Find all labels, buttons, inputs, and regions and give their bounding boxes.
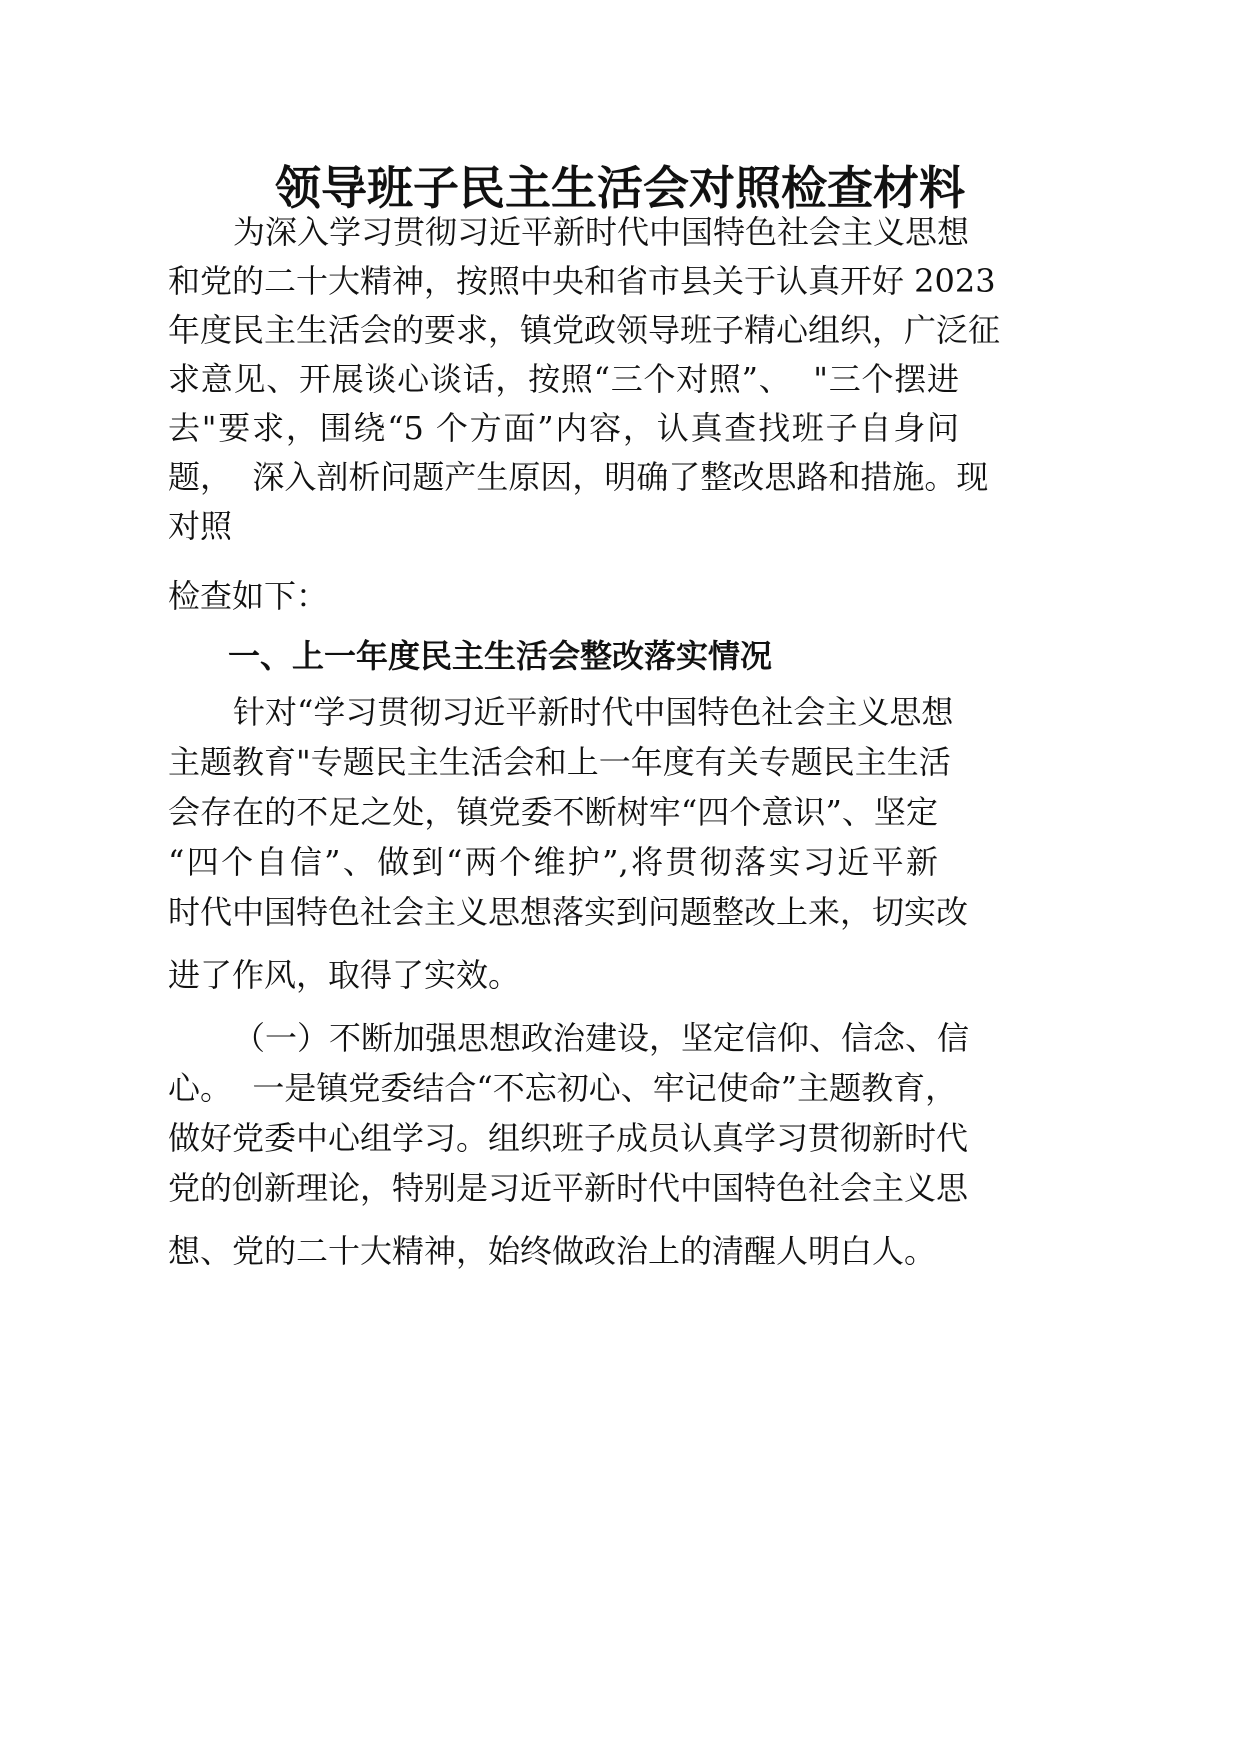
section1-line-6: 进了作风，取得了实效。: [168, 956, 521, 994]
document-title: 领导班子民主生活会对照检查材料: [275, 161, 965, 215]
subsection1-line-2: 心。 一是镇党委结合“不忘初心、牢记使命”主题教育，: [168, 1069, 958, 1107]
section1-line-3: 会存在的不足之处，镇党委不断树牢“四个意识”、坚定: [168, 793, 938, 831]
subsection1-line-5: 想、党的二十大精神，始终做政治上的清醒人明白人。: [168, 1232, 937, 1270]
subsection1-line-1: （一）不断加强思想政治建设，坚定信仰、信念、信: [233, 1019, 970, 1057]
intro-line-5: 去"要求，围绕“5 个方面”内容，认真查找班子自身问: [168, 409, 959, 447]
intro-line-4: 求意见、开展谈心谈话，按照“三个对照”、 "三个摆进: [168, 360, 959, 398]
intro-line-2: 和党的二十大精神，按照中央和省市县关于认真开好 2023: [168, 262, 996, 300]
intro-line-6: 题， 深入剖析问题产生原因，明确了整改思路和措施。现: [168, 458, 989, 496]
intro-tail: 检查如下：: [168, 577, 329, 615]
section1-line-2: 主题教育"专题民主生活会和上一年度有关专题民主生活: [168, 743, 951, 781]
section-heading-1: 一、上一年度民主生活会整改落实情况: [228, 637, 773, 675]
intro-line-3: 年度民主生活会的要求，镇党政领导班子精心组织，广泛征: [168, 311, 1001, 349]
intro-line-1: 为深入学习贯彻习近平新时代中国特色社会主义思想: [233, 213, 970, 251]
subsection1-line-4: 党的创新理论，特别是习近平新时代中国特色社会主义思: [168, 1169, 969, 1207]
section1-line-4: “四个自信”、做到“两个维护”,将贯彻落实习近平新: [168, 843, 938, 881]
section1-line-5: 时代中国特色社会主义思想落实到问题整改上来，切实改: [168, 893, 969, 931]
subsection1-line-3: 做好党委中心组学习。组织班子成员认真学习贯彻新时代: [168, 1119, 969, 1157]
section1-line-1: 针对“学习贯彻习近平新时代中国特色社会主义思想: [233, 693, 954, 731]
intro-line-7: 对照: [168, 507, 233, 545]
